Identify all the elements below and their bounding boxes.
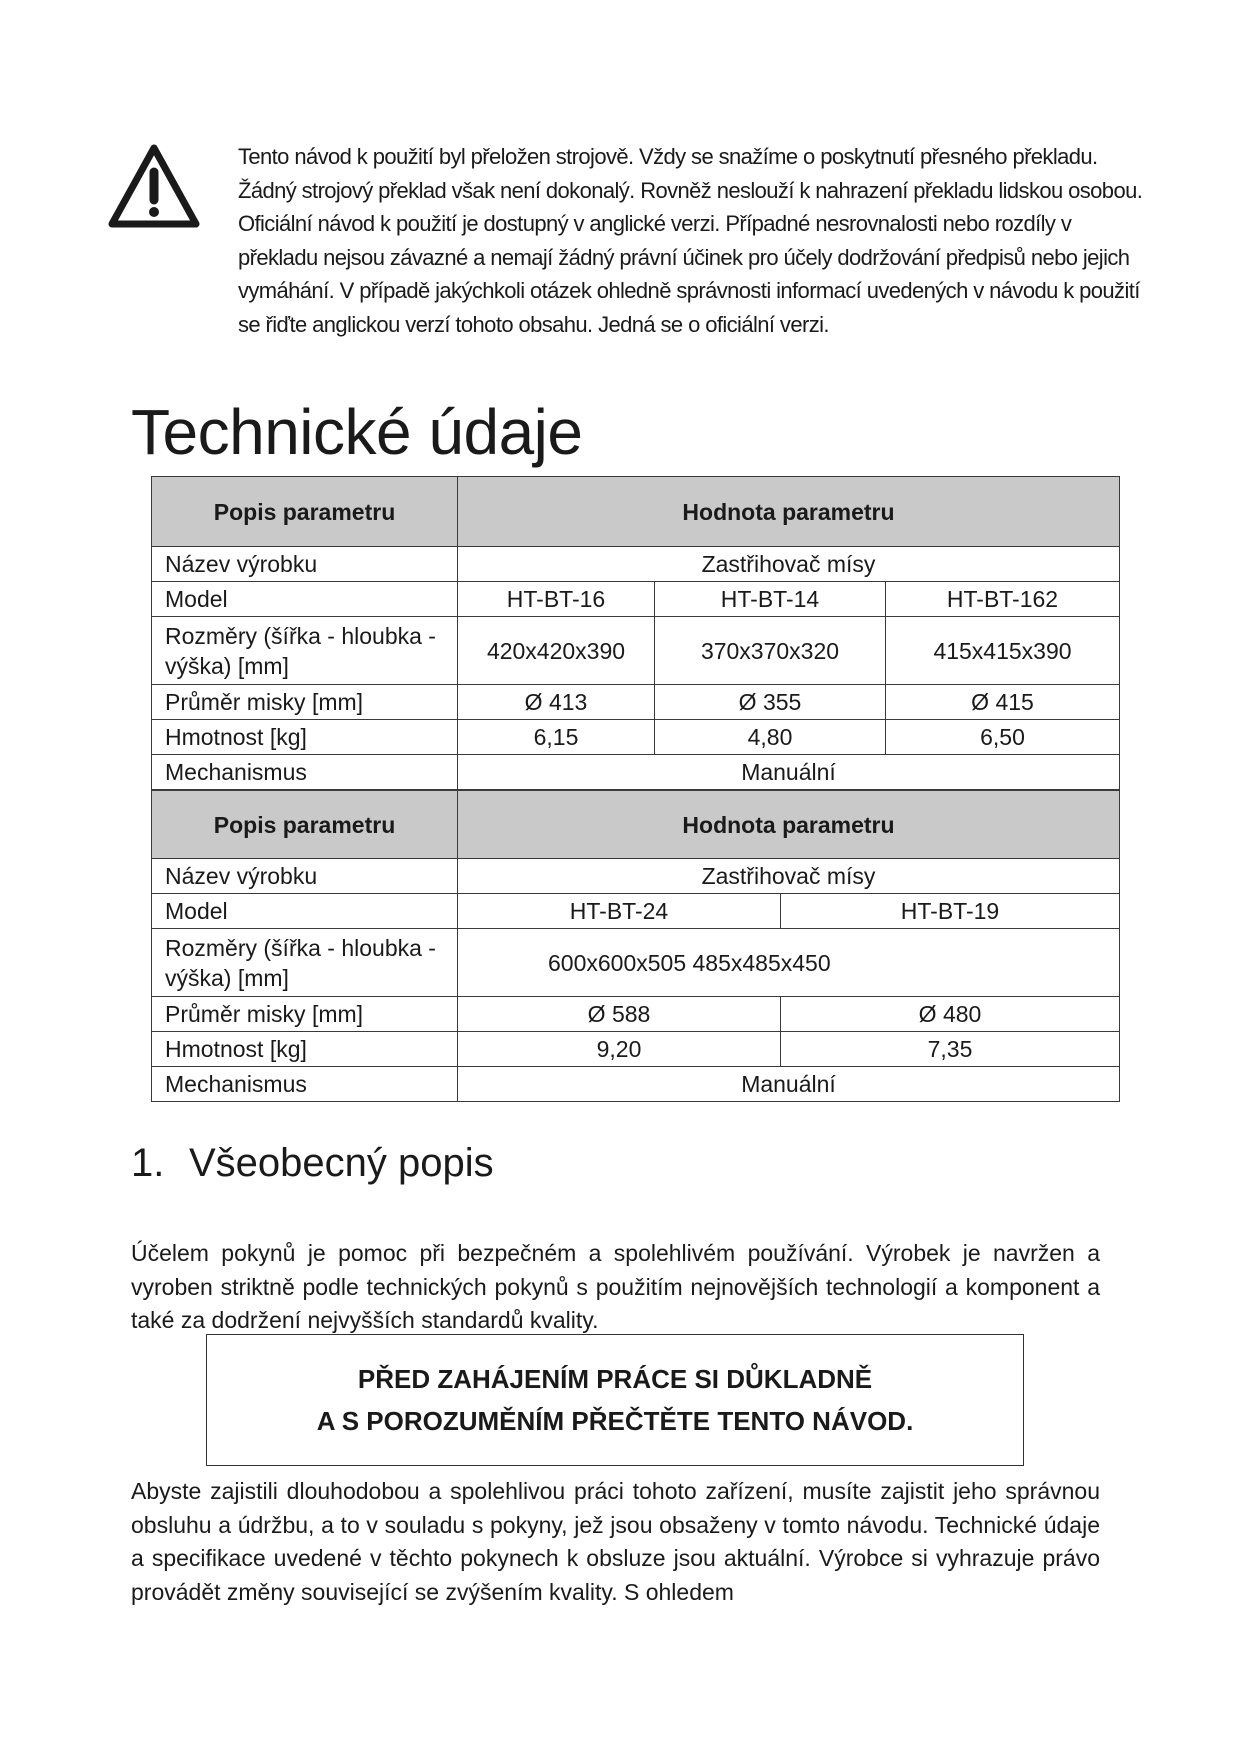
table-row	[152, 1067, 1120, 1102]
spec-table-2	[151, 790, 1120, 1102]
row-label: Hmotnost [kg]	[152, 1032, 458, 1067]
warning-triangle-icon	[108, 144, 200, 228]
table-row	[152, 997, 1120, 1032]
warning-line: PŘED ZAHÁJENÍM PRÁCE SI DŮKLADNĚ	[357, 1364, 873, 1394]
cell-value: HT-BT-162	[886, 582, 1120, 617]
spec-table-1	[151, 476, 1120, 790]
cell-value: Ø 480	[781, 997, 1120, 1032]
row-label: Mechanismus	[152, 755, 458, 790]
table-row	[152, 720, 1120, 755]
cell-value: Manuální	[458, 755, 1120, 790]
header-param: Popis parametru	[152, 477, 458, 547]
section-number: 1.	[131, 1141, 165, 1185]
table-row	[152, 859, 1120, 894]
cell-value: 7,35	[781, 1032, 1120, 1067]
table-row	[152, 685, 1120, 720]
cell-value: HT-BT-16	[458, 582, 655, 617]
header-param: Popis parametru	[152, 791, 458, 859]
row-label: Název výrobku	[152, 859, 458, 894]
row-label: Rozměry (šířka - hloubka - výška) [mm]	[152, 929, 458, 997]
table-row	[152, 617, 1120, 685]
cell-value: Zastřihovač mísy	[458, 859, 1120, 894]
read-manual-warning	[206, 1334, 1024, 1466]
table-header-row	[152, 477, 1120, 547]
header-value: Hodnota parametru	[458, 791, 1120, 859]
cell-value: Ø 415	[886, 685, 1120, 720]
row-label: Průměr misky [mm]	[152, 685, 458, 720]
table-header-row	[152, 791, 1120, 859]
table-row	[152, 1032, 1120, 1067]
row-label: Hmotnost [kg]	[152, 720, 458, 755]
header-value: Hodnota parametru	[458, 477, 1120, 547]
cell-value: 415x415x390	[886, 617, 1120, 685]
row-label: Rozměry (šířka - hloubka - výška) [mm]	[152, 617, 458, 685]
cell-value: HT-BT-19	[781, 894, 1120, 929]
cell-value: 600x600x505 485x485x450	[458, 929, 1120, 997]
cell-value: 6,50	[886, 720, 1120, 755]
intro-paragraph: Účelem pokynů je pomoc při bezpečném a spolehlivém používání. Výrobek je navržen a vyroben striktně podle technických pokynů s použitím nejnovějších technologií a komponent a také za dodržení nejvyšších standardů kvality.	[131, 1240, 1100, 1333]
row-label: Model	[152, 894, 458, 929]
row-label: Model	[152, 582, 458, 617]
cell-value: Zastřihovač mísy	[458, 547, 1120, 582]
row-label: Název výrobku	[152, 547, 458, 582]
section-title: Všeobecný popis	[189, 1141, 494, 1185]
section-heading	[131, 1138, 494, 1188]
table-row	[152, 929, 1120, 997]
table-row	[152, 894, 1120, 929]
cell-value: 420x420x390	[458, 617, 655, 685]
cell-value: Ø 413	[458, 685, 655, 720]
table-row	[152, 755, 1120, 790]
cell-value: Ø 588	[458, 997, 781, 1032]
cell-value: 370x370x320	[655, 617, 886, 685]
table-row	[152, 582, 1120, 617]
cell-value: Ø 355	[655, 685, 886, 720]
cell-value: 9,20	[458, 1032, 781, 1067]
row-label: Mechanismus	[152, 1067, 458, 1102]
cell-value: 4,80	[655, 720, 886, 755]
table-row	[152, 547, 1120, 582]
body-paragraph: Abyste zajistili dlouhodobou a spolehlivou práci tohoto zařízení, musíte zajistit jeho správnou obsluhu a údržbu, a to v souladu s pokyny, jež jsou obsaženy v tomto návodu. Technické údaje a specifikace uvedené v těchto pokynech k obsluze jsou aktuální. Výrobce si vyhrazuje právo provádět změny související se zvýšením kvality. S ohledem	[131, 1478, 1100, 1605]
row-label: Průměr misky [mm]	[152, 997, 458, 1032]
notice-text: Tento návod k použití byl přeložen strojově. Vždy se snažíme o poskytnutí přesného překladu. Žádný strojový překlad však není dokonalý. Rovněž neslouží k nahrazení překladu lidskou osobou. Oficiální návod k použití je dostupný v anglické verzi. Případné nesrovnalosti nebo rozdíly v překladu nejsou závazné a nemají žádný právní účinek pro účely dodržování předpisů nebo jejich vymáhání. V případě jakýchkoli otázek ohledně správnosti informací uvedených v návodu k použití se řiďte anglickou verzí tohoto obsahu. Jedná se o oficiální verzi.	[238, 144, 1143, 337]
page-title: Technické údaje	[131, 396, 583, 468]
cell-value: HT-BT-24	[458, 894, 781, 929]
warning-line: A S POROZUMĚNÍM PŘEČTĚTE TENTO NÁVOD.	[316, 1406, 914, 1436]
cell-value: 6,15	[458, 720, 655, 755]
cell-value: HT-BT-14	[655, 582, 886, 617]
cell-value: Manuální	[458, 1067, 1120, 1102]
translation-notice	[108, 140, 1148, 380]
